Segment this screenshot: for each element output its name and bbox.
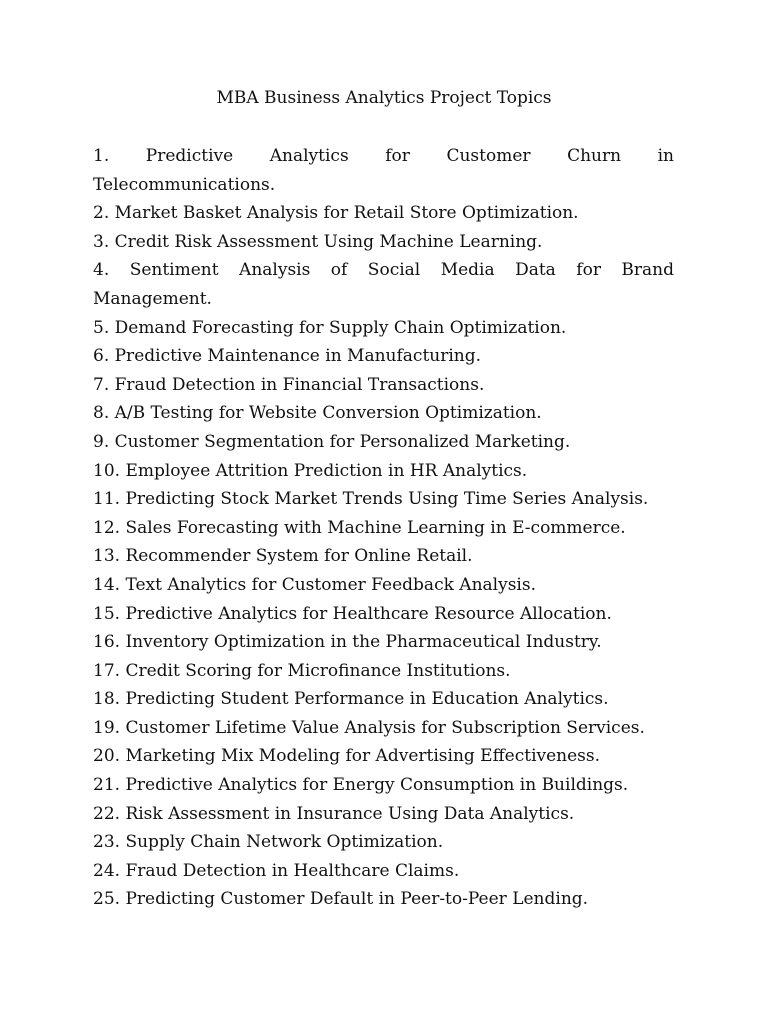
- topic-item: 7. Fraud Detection in Financial Transactions.: [93, 374, 485, 395]
- topic-item: 9. Customer Segmentation for Personalized Marketing.: [93, 431, 571, 452]
- topic-item: 25. Predicting Customer Default in Peer-to-Peer Lending.: [93, 889, 589, 910]
- topic-item: 10. Employee Attrition Prediction in HR Analytics.: [93, 460, 528, 481]
- topic-item: 8. A/B Testing for Website Conversion Optimization.: [93, 403, 542, 424]
- topic-item: 18. Predicting Student Performance in Education Analytics.: [93, 689, 609, 710]
- topic-item: 14. Text Analytics for Customer Feedback Analysis.: [93, 574, 536, 595]
- topic-item: 6. Predictive Maintenance in Manufacturing.: [93, 346, 482, 367]
- topic-item: 19. Customer Lifetime Value Analysis for Subscription Services.: [93, 717, 645, 738]
- topic-item: 21. Predictive Analytics for Energy Consumption in Buildings.: [93, 775, 629, 796]
- topic-item: 15. Predictive Analytics for Healthcare Resource Allocation.: [93, 603, 612, 624]
- topic-item: 5. Demand Forecasting for Supply Chain Optimization.: [93, 317, 567, 338]
- topic-item: 12. Sales Forecasting with Machine Learning in E-commerce.: [93, 517, 626, 538]
- topic-item: 20. Marketing Mix Modeling for Advertising Effectiveness.: [93, 746, 601, 767]
- topic-item: 4. Sentiment Analysis of Social Media Data for Brand Management.: [93, 260, 674, 309]
- topic-item: 13. Recommender System for Online Retail.: [93, 546, 473, 567]
- topic-item: 17. Credit Scoring for Microfinance Institutions.: [93, 660, 511, 681]
- topic-item: 23. Supply Chain Network Optimization.: [93, 832, 444, 853]
- topic-item: 1. Predictive Analytics for Customer Churn in Telecommunications.: [93, 146, 674, 195]
- topic-item: 22. Risk Assessment in Insurance Using Data Analytics.: [93, 803, 575, 824]
- topic-item: 3. Credit Risk Assessment Using Machine Learning.: [93, 231, 543, 252]
- topic-list: [93, 142, 674, 914]
- topic-item: 2. Market Basket Analysis for Retail Store Optimization.: [93, 203, 579, 224]
- document-title: MBA Business Analytics Project Topics: [216, 88, 552, 108]
- topic-item: 24. Fraud Detection in Healthcare Claims.: [93, 860, 460, 881]
- topic-item: 11. Predicting Stock Market Trends Using Time Series Analysis.: [93, 489, 649, 510]
- topic-item: 16. Inventory Optimization in the Pharmaceutical Industry.: [93, 632, 602, 653]
